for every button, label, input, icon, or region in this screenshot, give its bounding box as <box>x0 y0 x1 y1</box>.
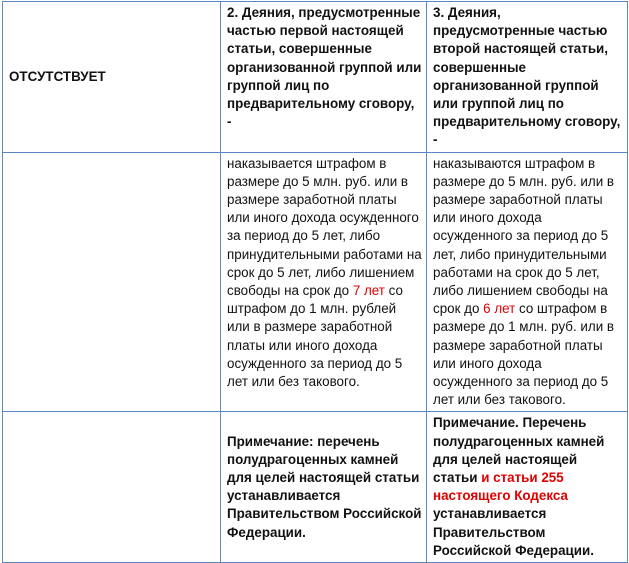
part-3-note-highlight: и статьи 255 настоящего Кодекса <box>433 470 568 504</box>
part-3-note-end: устанавливается Правительством Российской Федерации. <box>433 506 594 558</box>
part-3-note: Примечание. Перечень полудрагоценных камней для целей настоящей статьи <box>433 415 605 486</box>
part-2-heading: 2. Деяния, предусмотренные частью первой настоящей статьи, совершенные организованной группой или группой лиц по предварительному сговору, - <box>227 5 422 130</box>
part-2-penalty-cell <box>221 152 427 412</box>
table-row <box>3 412 628 563</box>
part-3-heading-cell <box>427 2 628 153</box>
comparison-table <box>2 1 628 563</box>
table-row <box>3 152 628 412</box>
absent-label: ОТСУТСТВУЕТ <box>9 68 106 84</box>
table-row <box>3 2 628 153</box>
part-3-penalty-text-end: со штрафом в размере до 1 млн. руб. или в размере заработной платы или иного дохода осужденного за период до 5 лет или без такового. <box>433 301 615 408</box>
part-3-penalty-cell <box>427 152 628 412</box>
part-2-heading-cell <box>221 2 427 153</box>
part-3-penalty-text: наказываются штрафом в размере до 5 млн. руб. или в размере заработной платы или иного дохода осужденного за период до 5 лет, либо принудительными работами на срок до 5 лет, либо лишением свободы на срок до <box>433 155 615 317</box>
part-3-heading: 3. Деяния, предусмотренные частью второй настоящей статьи, совершенные организованной группой или группой лиц по предварительному сговору, - <box>433 5 621 148</box>
part-3-highlight: 6 лет <box>483 301 516 317</box>
empty-cell <box>3 412 221 563</box>
part-2-note-cell <box>221 412 427 563</box>
part-3-note-cell <box>427 412 628 563</box>
part-2-note: Примечание: перечень полудрагоценных камней для целей настоящей статьи устанавливается Правительством Российской Федерации. <box>227 433 422 540</box>
absent-cell <box>3 2 221 153</box>
part-2-penalty-text-end: со штрафом до 1 млн. рублей или в размере заработной платы или иного дохода осужденного за период до 5 лет или без такового. <box>227 283 403 390</box>
empty-cell <box>3 152 221 412</box>
part-2-highlight: 7 лет <box>352 283 385 299</box>
part-2-penalty-text: наказывается штрафом в размере до 5 млн. руб. или в размере заработной платы или иного дохода осужденного за период до 5 лет, либо принудительными работами на срок до 5 лет, либо лишением свободы на срок до <box>227 155 422 299</box>
